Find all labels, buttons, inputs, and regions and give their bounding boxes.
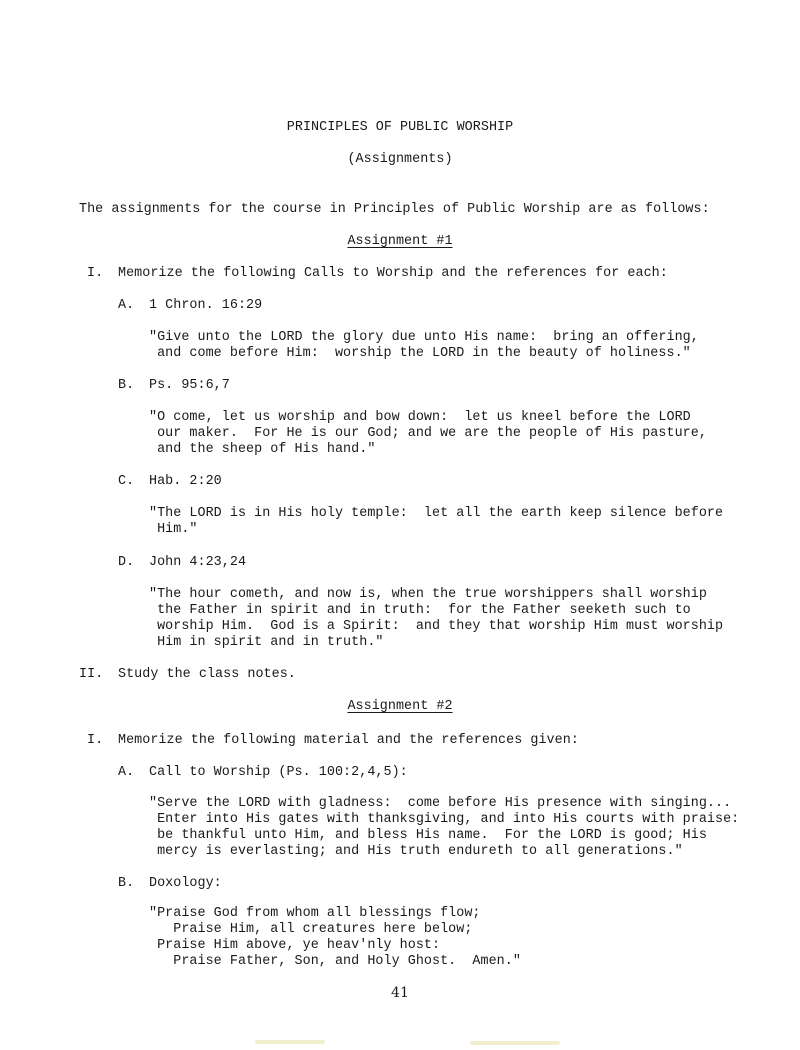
a1-b-reference: Ps. 95:6,7	[149, 378, 230, 393]
a1-item-2-number: II.	[79, 667, 104, 682]
scan-smudge	[255, 1040, 325, 1044]
a1-d-label: D.	[118, 555, 135, 570]
scan-smudge	[470, 1041, 560, 1045]
a1-b-quote-line: and the sheep of His hand."	[149, 442, 376, 457]
a1-d-quote-line: Him in spirit and in truth."	[149, 635, 384, 650]
page-subtitle: (Assignments)	[347, 152, 453, 167]
a2-a-quote-line: be thankful unto Him, and bless His name. For the LORD is good; His	[149, 828, 707, 843]
a1-d-quote-line: worship Him. God is a Spirit: and they that worship Him must worship	[149, 619, 724, 634]
page-number: 41	[391, 985, 409, 1001]
a1-b-quote-line: "O come, let us worship and bow down: let us kneel before the LORD	[149, 410, 691, 425]
a1-a-label: A.	[118, 298, 135, 313]
a2-item-1-number: I.	[87, 733, 104, 748]
intro-paragraph: The assignments for the course in Principles of Public Worship are as follows:	[79, 202, 710, 217]
doxology-line: Praise Father, Son, and Holy Ghost. Amen."	[149, 954, 521, 969]
a2-b-label: B.	[118, 876, 135, 891]
assignment-1-heading: Assignment #1	[347, 234, 453, 249]
a2-item-1-text: Memorize the following material and the references given:	[118, 733, 579, 748]
a1-b-quote-line: our maker. For He is our God; and we are the people of His pasture,	[149, 426, 707, 441]
a1-item-1-number: I.	[87, 266, 104, 281]
a1-c-label: C.	[118, 474, 135, 489]
a2-a-reference: Call to Worship (Ps. 100:2,4,5):	[149, 765, 408, 780]
a2-a-quote-line: "Serve the LORD with gladness: come before His presence with singing...	[149, 796, 732, 811]
a1-b-label: B.	[118, 378, 135, 393]
a1-d-quote-line: "The hour cometh, and now is, when the true worshippers shall worship	[149, 587, 707, 602]
a1-item-2-text: Study the class notes.	[118, 667, 296, 682]
a2-a-quote-line: mercy is everlasting; and His truth endureth to all generations."	[149, 844, 683, 859]
assignment-2-heading: Assignment #2	[347, 699, 453, 714]
a1-c-reference: Hab. 2:20	[149, 474, 222, 489]
a2-a-quote-line: Enter into His gates with thanksgiving, and into His courts with praise:	[149, 812, 740, 827]
a1-d-reference: John 4:23,24	[149, 555, 247, 570]
a2-b-reference: Doxology:	[149, 876, 222, 891]
a1-c-quote-line: Him."	[149, 522, 198, 537]
a1-d-quote-line: the Father in spirit and in truth: for the Father seeketh such to	[149, 603, 691, 618]
doxology-line: Praise Him, all creatures here below;	[149, 922, 473, 937]
a1-a-quote-line: "Give unto the LORD the glory due unto His name: bring an offering,	[149, 330, 699, 345]
doxology-line: "Praise God from whom all blessings flow;	[149, 906, 481, 921]
a1-c-quote-line: "The LORD is in His holy temple: let all the earth keep silence before	[149, 506, 724, 521]
a2-a-label: A.	[118, 765, 135, 780]
a1-a-reference: 1 Chron. 16:29	[149, 298, 263, 313]
a1-a-quote-line: and come before Him: worship the LORD in the beauty of holiness."	[149, 346, 691, 361]
doxology-line: Praise Him above, ye heav'nly host:	[149, 938, 441, 953]
page-title: PRINCIPLES OF PUBLIC WORSHIP	[286, 120, 514, 135]
a1-item-1-text: Memorize the following Calls to Worship and the references for each:	[118, 266, 668, 281]
